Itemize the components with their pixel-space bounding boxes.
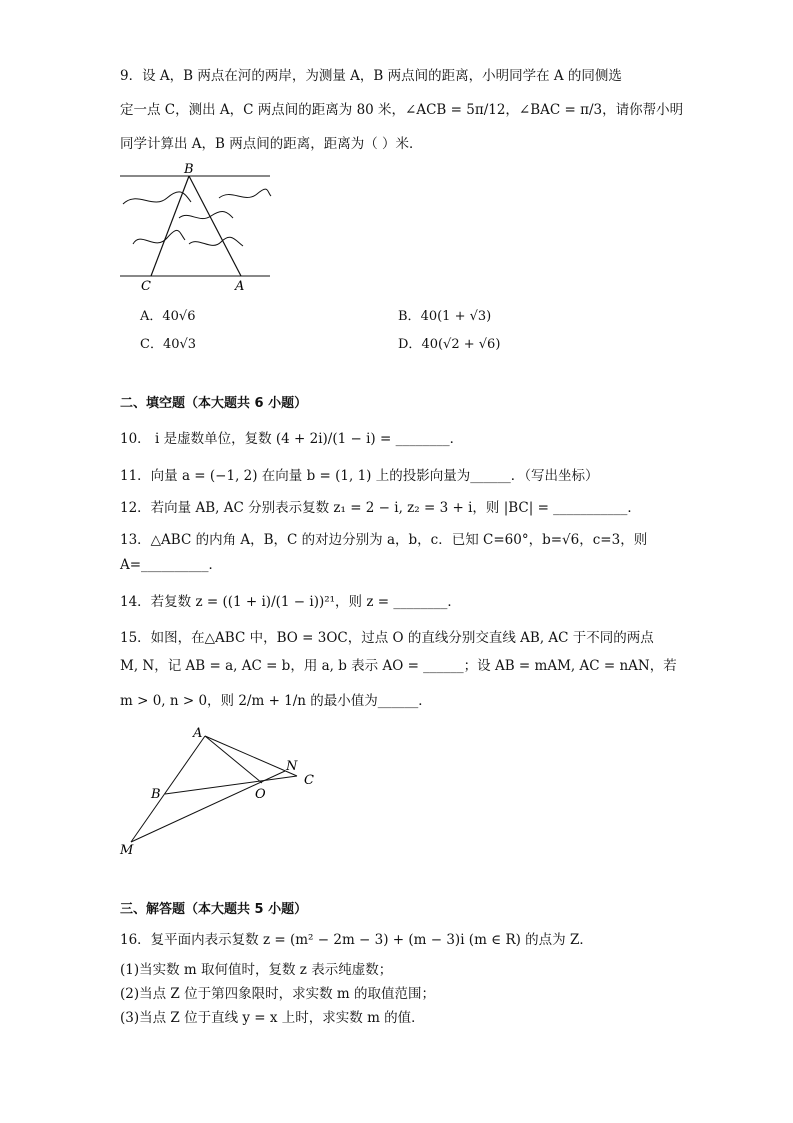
q9-line-3: 同学计算出 A，B 两点间的距离，距离为（ ）米． <box>120 136 423 152</box>
q15-line-3: m > 0, n > 0，则 2/m + 1/n 的最小值为______． <box>120 693 432 709</box>
label-b: B <box>151 787 161 802</box>
label-c: C <box>141 279 151 294</box>
q16-sub-1: (1)当实数 m 取何值时，复数 z 表示纯虚数； <box>120 962 393 978</box>
side-bc <box>165 776 297 794</box>
q9-line-2: 定一点 C，测出 A，C 两点间的距离为 80 米，∠ACB = 5π/12，∠BAC = π/3，请你帮小明 <box>120 102 684 118</box>
q15-line-1: 15．如图，在△ABC 中，BO = 3OC，过点 O 的直线分别交直线 AB, AC 于不同的两点 <box>120 630 654 646</box>
label-b: B <box>184 162 194 177</box>
q9-line-1: 9．设 A，B 两点在河的两岸，为测量 A，B 两点间的距离，小明同学在 A 的同侧选 <box>120 68 622 84</box>
q13-line-1: 13．△ABC 的内角 A，B，C 的对边分别为 a，b，c．已知 C=60°，b=√6，c=3，则 <box>120 532 648 548</box>
line-am <box>131 736 205 842</box>
section-3-heading: 三、解答题（本大题共 5 小题） <box>120 902 308 917</box>
q9-option-c: C．40√3 <box>140 337 197 352</box>
q9-option-d: D．40(√2 + √6) <box>398 337 501 352</box>
label-a: A <box>193 726 203 741</box>
side-bc <box>151 176 189 276</box>
label-o: O <box>255 787 266 802</box>
segment-ao <box>205 736 262 783</box>
label-a: A <box>235 279 245 294</box>
side-ba <box>189 176 241 276</box>
q16-sub-3: (3)当点 Z 位于直线 y = x 上时，求实数 m 的值． <box>120 1010 425 1026</box>
q12: 12．若向量 AB, AC 分别表示复数 z₁ = 2 − i, z₂ = 3 + i，则 |BC| = ___________． <box>120 500 641 516</box>
q16-sub-2: (2)当点 Z 位于第四象限时，求实数 m 的取值范围； <box>120 986 435 1002</box>
q16-line-1: 16．复平面内表示复数 z = (m² − 2m − 3) + (m − 3)i (m ∈ R) 的点为 Z． <box>120 932 593 948</box>
q9-option-a: A．40√6 <box>140 309 196 324</box>
label-m: M <box>120 843 134 858</box>
wave-4 <box>133 230 185 244</box>
q10: 10． i 是虚数单位，复数 (4 + 2i)/(1 − i) = ________． <box>120 431 464 447</box>
q15-line-2: M, N，记 AB = a, AC = b，用 a, b 表示 AO = ______；设 AB = mAM, AC = nAN，若 <box>120 658 677 674</box>
q9-option-b: B．40(1 + √3) <box>398 309 492 324</box>
triangle-abc-figure <box>115 722 325 862</box>
river-triangle-figure <box>115 160 275 295</box>
label-c: C <box>304 773 314 788</box>
section-2-heading: 二、填空题（本大题共 6 小题） <box>120 396 308 411</box>
side-ac <box>205 736 297 776</box>
q13-line-2: A=__________． <box>120 557 223 573</box>
wave-5 <box>189 237 243 246</box>
wave-2 <box>219 189 271 198</box>
line-mn <box>131 771 285 842</box>
label-n: N <box>286 759 298 774</box>
q14: 14．若复数 z = ((1 + i)/(1 − i))²¹，则 z = ________． <box>120 594 461 610</box>
wave-3 <box>179 212 233 219</box>
q11: 11．向量 a = (−1, 2) 在向量 b = (1, 1) 上的投影向量为______．（写出坐标） <box>120 468 599 484</box>
